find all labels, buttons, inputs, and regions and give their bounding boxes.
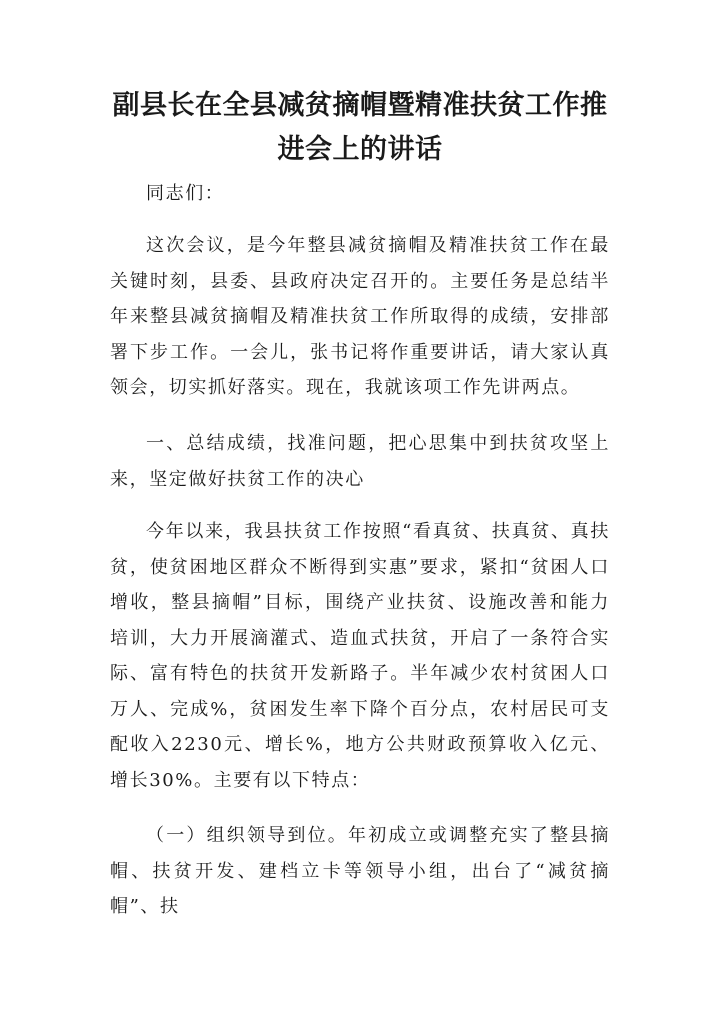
document-title: 副县长在全县减贫摘帽暨精准扶贫工作推进会上的讲话 [112, 90, 608, 165]
paragraph-achievements: 今年以来，我县扶贫工作按照“看真贫、扶真贫、真扶贫，使贫困地区群众不断得到实惠”要求，紧扣“贫困人口增收，整县摘帽”目标，围绕产业扶贫、设施改善和能力培训，大力开展滴灌式、造血式扶贫，开启了一条符合实际、富有特色的扶贫开发新路子。半年减少农村贫困人口万人、完成%，贫困发生率下降个百分点，农村居民可支配收入2230元、增长%，地方公共财政预算收入亿元、增长30%。主要有以下特点： [110, 521, 610, 791]
greeting-text: 同志们： [146, 183, 225, 204]
section-heading-one: 一、总结成绩，找准问题，把心思集中到扶贫攻坚上来，坚定做好扶贫工作的决心 [110, 433, 610, 490]
paragraph-opening: 这次会议，是今年整县减贫摘帽及精准扶贫工作在最关键时刻，县委、县政府决定召开的。主要任务是总结半年来整县减贫摘帽及精准扶贫工作所取得的成绩，安排部署下步工作。一会儿，张书记将作重要讲话，请大家认真领会，切实抓好落实。现在，我就该项工作先讲两点。 [110, 235, 610, 398]
paragraph-organization: （一）组织领导到位。年初成立或调整充实了整县摘帽、扶贫开发、建档立卡等领导小组，出台了“减贫摘帽”、扶 [110, 825, 610, 917]
